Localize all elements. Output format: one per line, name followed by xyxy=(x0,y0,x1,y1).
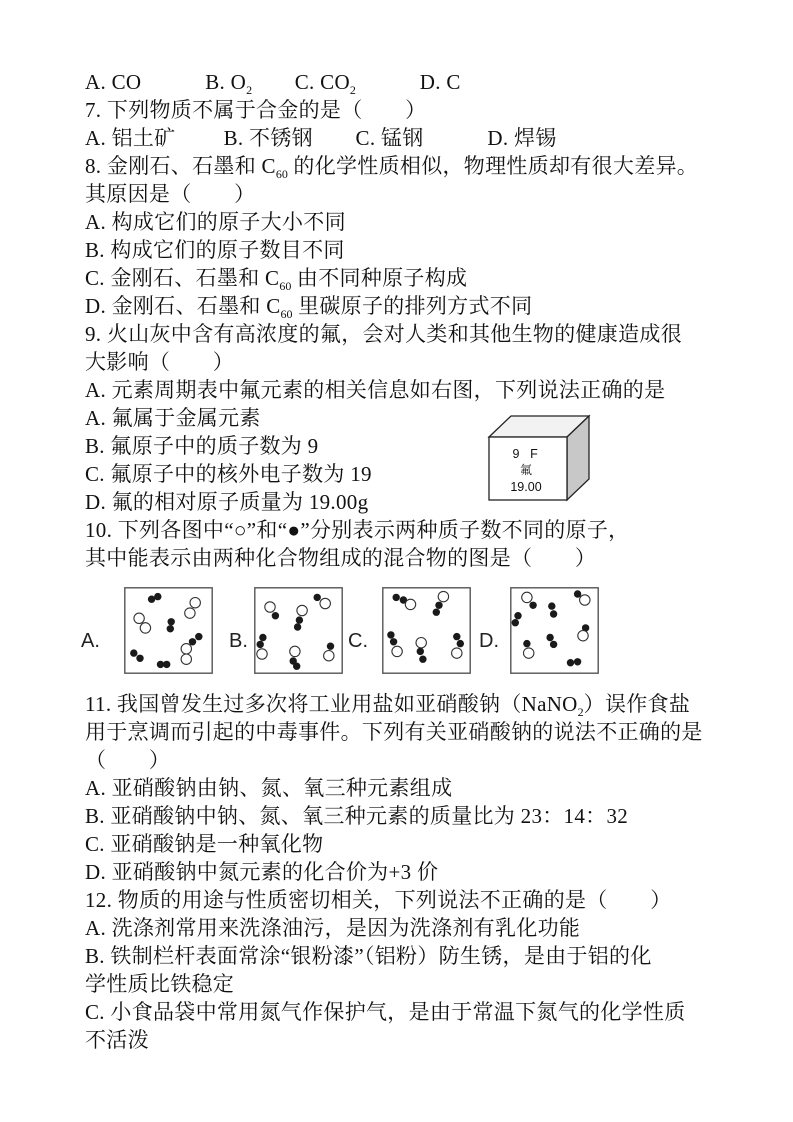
black-atom xyxy=(163,661,170,668)
black-atom xyxy=(293,663,300,670)
text-line: D. 氟的相对原子质量为 19.00g xyxy=(85,490,369,514)
diagram-option-label: C. xyxy=(348,630,368,652)
text-line: 其原因是（ ） xyxy=(85,182,256,206)
black-atom xyxy=(417,648,424,655)
black-atom xyxy=(419,656,426,663)
white-atom xyxy=(578,631,588,641)
subscript: 2 xyxy=(246,83,253,98)
text-line: A. 氟属于金属元素 xyxy=(85,406,261,430)
black-atom xyxy=(136,655,143,662)
black-atom xyxy=(257,641,264,648)
element-atomic-number: 9 xyxy=(512,447,520,461)
text-line: B. 亚硝酸钠中钠、氮、氧三种元素的质量比为 23：14：32 xyxy=(85,804,629,828)
white-atom xyxy=(181,654,191,664)
molecule-box-a xyxy=(124,587,213,674)
black-atom xyxy=(393,594,400,601)
white-atom xyxy=(416,638,426,648)
text-line: 大影响（ ） xyxy=(85,350,235,374)
white-atom xyxy=(140,623,150,633)
element-relative-mass: 19.00 xyxy=(510,480,542,494)
text-line: 9. 火山灰中含有高浓度的氟，会对人类和其他生物的健康造成很 xyxy=(85,322,682,346)
black-atom xyxy=(574,658,581,665)
molecule-box-c xyxy=(382,587,471,674)
black-atom xyxy=(272,612,279,619)
text-line: 11. 我国曾发生过多次将工业用盐如亚硝酸钠（NaNO$_2$）误作食盐 xyxy=(85,692,691,720)
black-atom xyxy=(523,640,530,647)
black-atom xyxy=(195,633,202,640)
text-line: A. 亚硝酸钠由钠、氮、氧三种元素组成 xyxy=(85,776,453,800)
black-atom xyxy=(453,633,460,640)
text-line: A. 洗涤剂常用来洗涤油污，是因为洗涤剂有乳化功能 xyxy=(85,916,581,940)
text-line: A. 元素周期表中氟元素的相关信息如右图，下列说法正确的是 xyxy=(85,378,666,402)
text-line: 用于烹调而引起的中毒事件。下列有关亚硝酸钠的说法不正确的是 xyxy=(85,720,703,744)
text-line: 不活泼 xyxy=(85,1028,149,1052)
text-line: 7. 下列物质不属于合金的是（ ） xyxy=(85,98,427,122)
text-line: A. 构成它们的原子大小不同 xyxy=(85,210,346,234)
diagram-option-label: B. xyxy=(229,630,248,652)
black-atom xyxy=(457,640,464,647)
fluorine-element-box xyxy=(480,410,595,508)
black-atom xyxy=(546,634,553,641)
subscript: 2 xyxy=(577,705,584,720)
white-atom xyxy=(190,598,200,608)
white-atom xyxy=(452,648,462,658)
black-atom xyxy=(168,618,175,625)
white-atom xyxy=(185,608,195,618)
black-atom xyxy=(433,609,440,616)
text-line: 学性质比铁稳定 xyxy=(85,972,235,996)
text-line: 12. 物质的用途与性质密切相关，下列说法不正确的是（ ） xyxy=(85,888,672,912)
white-atom xyxy=(524,648,534,658)
white-atom xyxy=(265,602,275,612)
black-atom xyxy=(314,594,321,601)
white-atom xyxy=(392,646,402,656)
black-atom xyxy=(514,612,521,619)
black-atom xyxy=(548,602,555,609)
black-atom xyxy=(390,638,397,645)
white-atom xyxy=(580,595,590,605)
text-line: B. 铁制栏杆表面常涂“银粉漆”（铝粉）防生锈，是由于铝的化 xyxy=(85,944,652,968)
black-atom xyxy=(327,643,334,650)
text-line: B. 氟原子中的质子数为 9 xyxy=(85,434,319,458)
black-atom xyxy=(550,610,557,617)
element-symbol: F xyxy=(530,447,538,461)
subscript: 60 xyxy=(280,307,293,322)
text-line: （ ） xyxy=(85,748,171,772)
text-line: 其中能表示由两种化合物组成的混合物的图是（ ） xyxy=(85,546,597,570)
white-atom xyxy=(297,605,307,615)
black-atom xyxy=(296,616,303,623)
black-atom xyxy=(167,625,174,632)
black-atom xyxy=(387,631,394,638)
text-line: B. 构成它们的原子数目不同 xyxy=(85,238,345,262)
text-line: 10. 下列各图中“○”和“●”分别表示两种质子数不同的原子， xyxy=(85,518,630,542)
document-body xyxy=(81,68,753,1054)
white-atom xyxy=(290,646,300,656)
text-line: D. 金刚石、石墨和 $C_{60}$ 里碳原子的排列方式不同 xyxy=(85,294,533,322)
black-atom xyxy=(529,602,536,609)
white-atom xyxy=(181,644,191,654)
text-line: C. 金刚石、石墨和 $C_{60}$ 由不同种原子构成 xyxy=(85,266,468,294)
text-line: 8. 金刚石、石墨和 $C_{60}$ 的化学性质相似，物理性质却有很大差异。 xyxy=(85,154,699,182)
white-atom xyxy=(324,651,334,661)
text-line: A. 铝土矿 B. 不锈钢 C. 锰钢 D. 焊锡 xyxy=(85,126,557,150)
white-atom xyxy=(522,592,532,602)
white-atom xyxy=(320,598,330,608)
white-atom xyxy=(257,649,267,659)
black-atom xyxy=(550,641,557,648)
text-line: C. 小食品袋中常用氮气作保护气，是由于常温下氮气的化学性质 xyxy=(85,1000,686,1024)
text-line: A. CO B. $O_2$ C. $CO_2$ D. C xyxy=(85,70,461,98)
black-atom xyxy=(259,634,266,641)
element-name: 氟 xyxy=(519,463,533,477)
black-atom xyxy=(512,619,519,626)
molecule-box-b xyxy=(254,587,343,674)
black-atom xyxy=(294,623,301,630)
diagram-option-label: A. xyxy=(81,630,100,652)
text-line: C. 亚硝酸钠是一种氧化物 xyxy=(85,832,324,856)
text-line: D. 亚硝酸钠中氮元素的化合价为+3 价 xyxy=(85,860,439,884)
white-atom xyxy=(134,613,144,623)
white-atom xyxy=(438,591,448,601)
subscript: 2 xyxy=(349,83,356,98)
molecule-diagram-row xyxy=(81,572,753,690)
molecule-box-d xyxy=(510,587,599,674)
black-atom xyxy=(567,659,574,666)
black-atom xyxy=(154,593,161,600)
subscript: 60 xyxy=(279,279,292,294)
subscript: 60 xyxy=(275,167,288,182)
text-line: C. 氟原子中的核外电子数为 19 xyxy=(85,462,372,486)
black-atom xyxy=(435,602,442,609)
black-atom xyxy=(130,649,137,656)
diagram-option-label: D. xyxy=(479,630,499,652)
white-atom xyxy=(405,599,415,609)
